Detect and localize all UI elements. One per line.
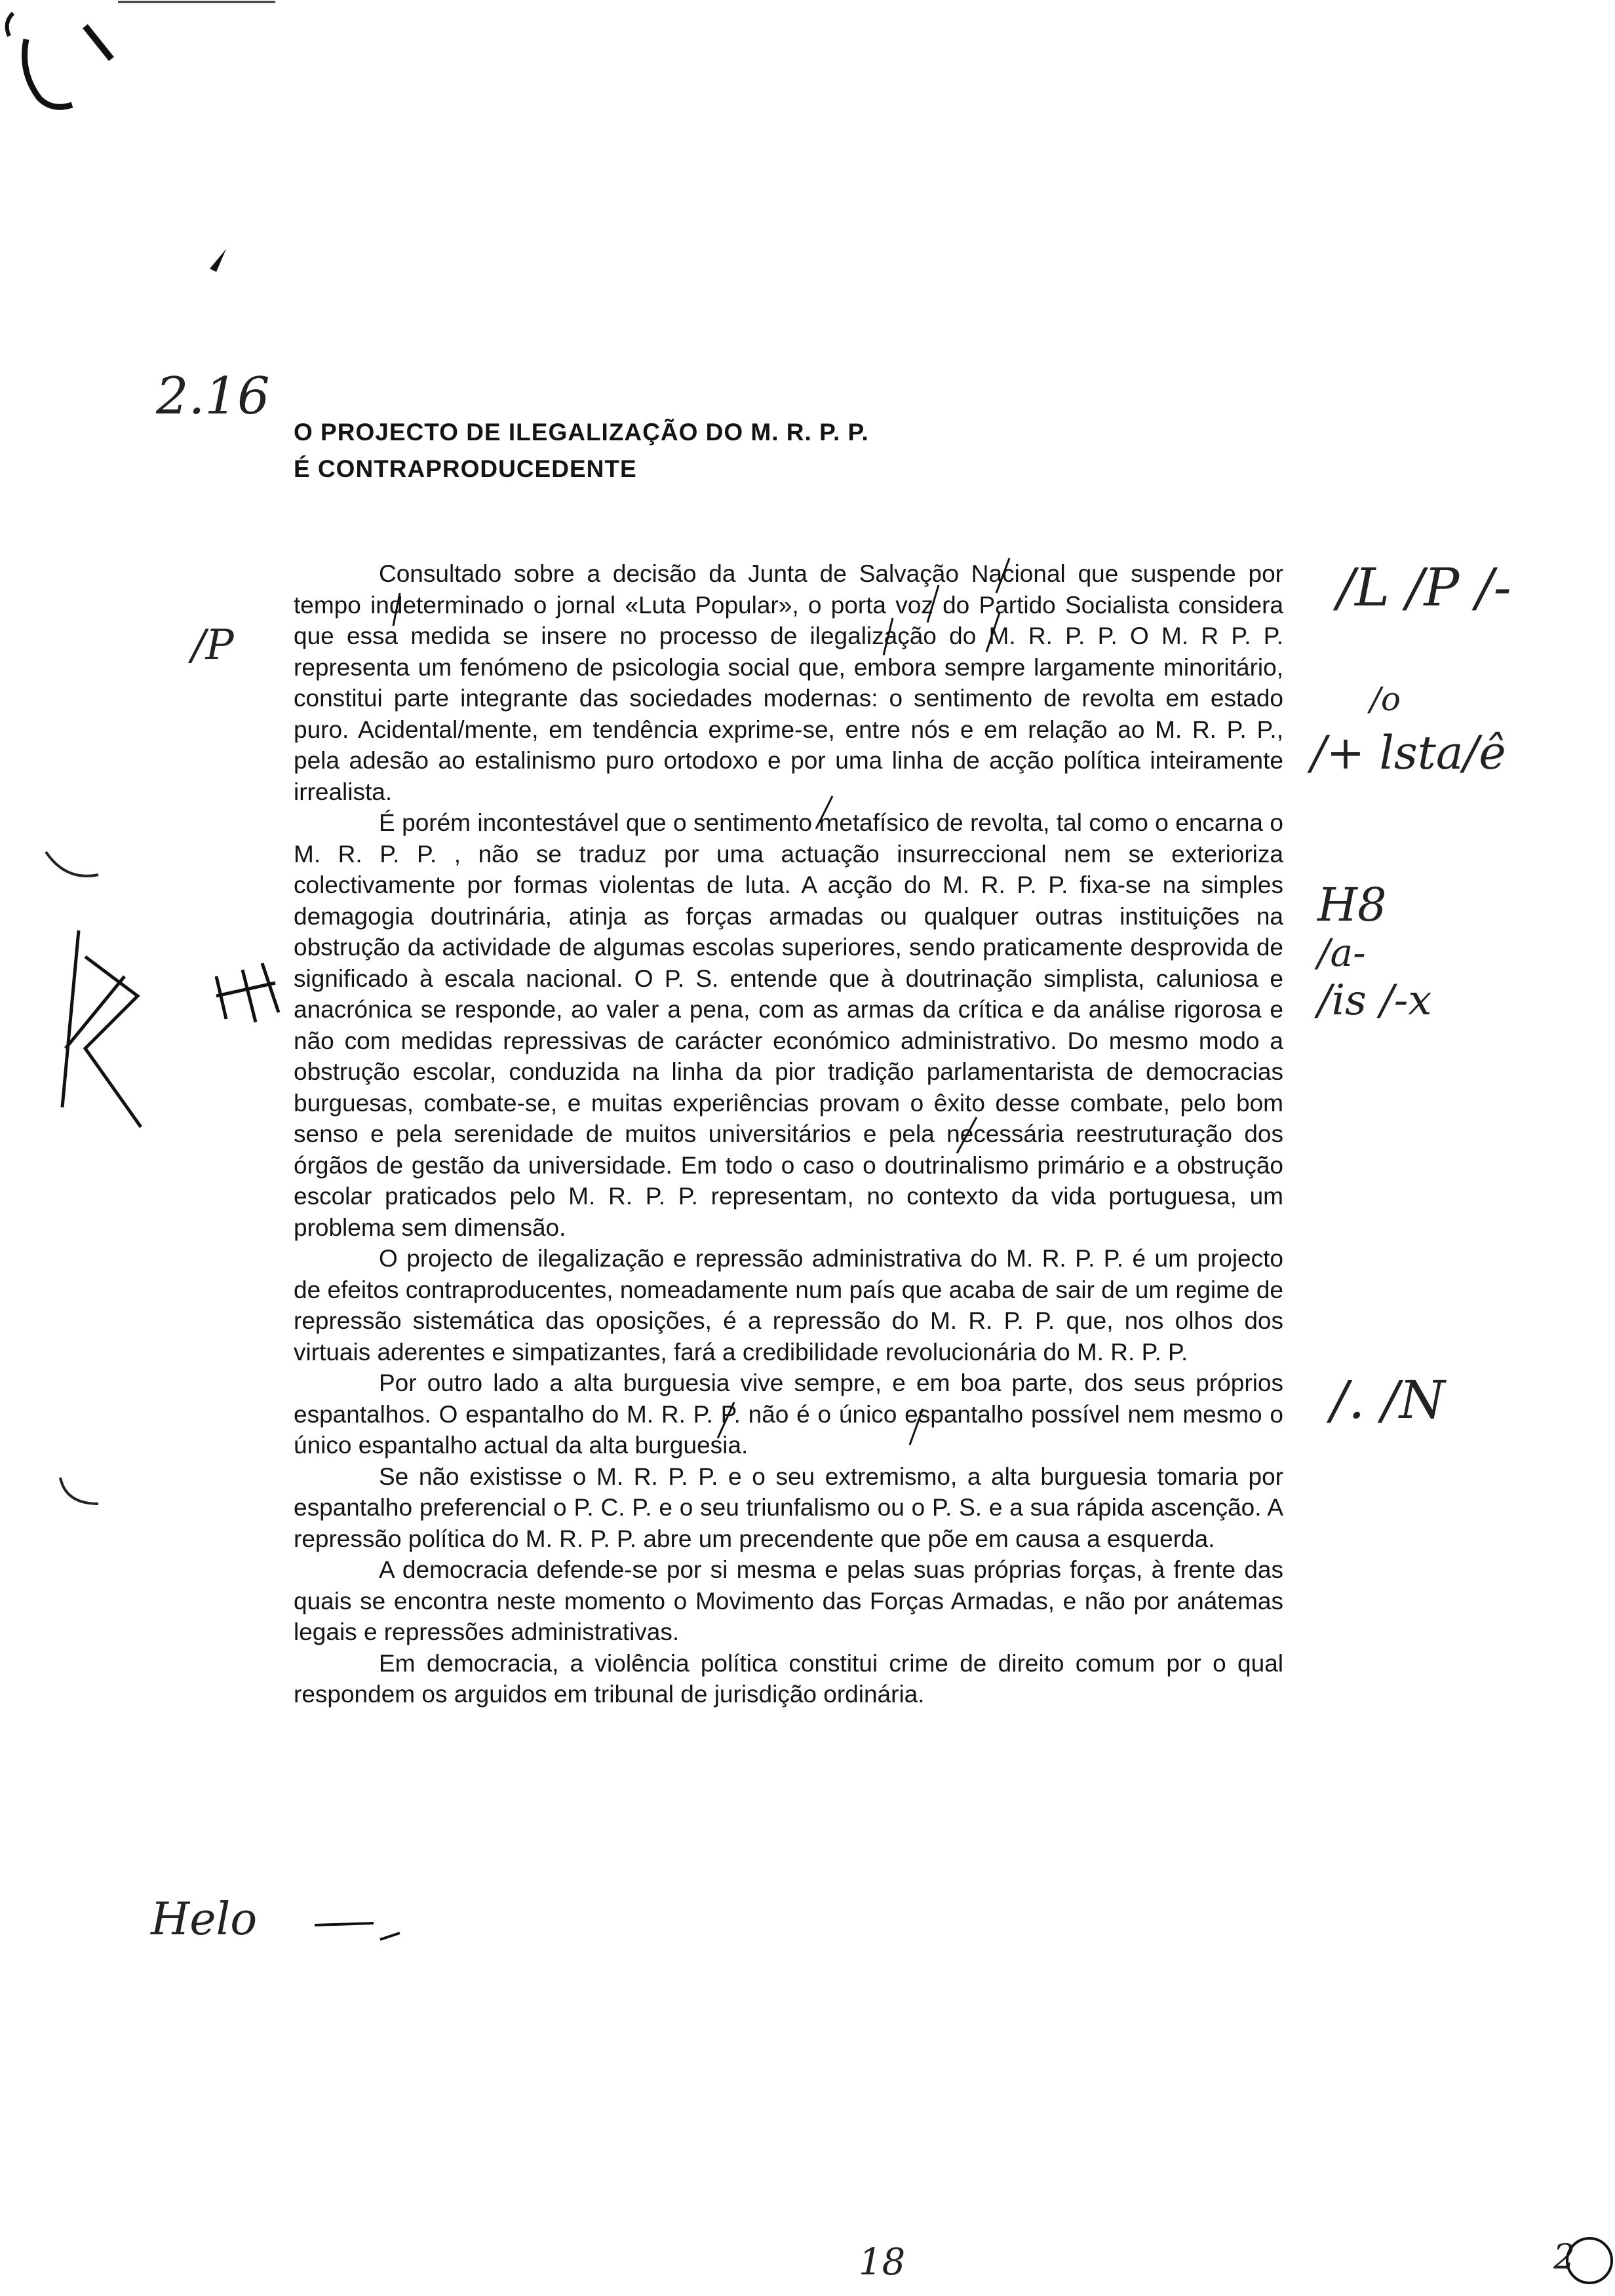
scribble-mark xyxy=(62,930,141,1127)
handwritten-margin-note: /o xyxy=(1370,680,1401,718)
handwritten-margin-note: /+ lsta/ê xyxy=(1311,726,1506,780)
corner-bracket-mark xyxy=(7,13,13,36)
arrow-mark xyxy=(190,249,226,272)
handwritten-margin-note: /P xyxy=(191,621,234,670)
corner-tick-mark xyxy=(85,26,111,59)
page-number: 18 xyxy=(859,2241,906,2284)
paragraph: Se não existisse o M. R. P. P. e o seu extremismo, a alta burguesia tomaria por espantalho preferencial o P. C. P. e o seu triunfalismo ou o P. S. e a sua rápida ascenção. A repressão política do M. R. P. P. abre um precendente que põe em causa a esquerda. xyxy=(294,1463,1283,1552)
paragraph: Consultado sobre a decisão da Junta de Salvação Nacional que suspende por tempo indeterminado o jornal «Luta Popular», o porta voz do Partido Socialista considera que essa medida se insere no processo de ilegalização do M. R. P. P. O M. R P. P. representa um fenómeno de psicologia social que, embora sempre largamente minoritário, constitui parte integrante das sociedades modernas: o sentimento de revolta em estado puro. Acidental/mente, em tendência exprime-se, entre nós e em relação ao M. R. P. P., pela adesão ao estalinismo puro ortodoxo e por uma linha de acção política inteiramente irrealista. xyxy=(294,560,1283,805)
scribble-mark xyxy=(216,963,279,1022)
margin-bracket-mark xyxy=(46,852,98,876)
handwritten-margin-note: H8 xyxy=(1317,878,1387,932)
handwritten-margin-note: /L /P /- xyxy=(1337,557,1511,618)
paragraph: Em democracia, a violência política constitui crime de direito comum por o qual respondem os arguidos em tribunal de jurisdição ordinária. xyxy=(294,1649,1283,1708)
strikethrough-mark xyxy=(315,1923,400,1940)
handwritten-margin-note: /. /N xyxy=(1331,1369,1445,1430)
title-line-1: O PROJECTO DE ILEGALIZAÇÃO DO M. R. P. P. xyxy=(294,419,869,446)
correction-slash-mark xyxy=(393,558,1009,1445)
corner-bracket-mark xyxy=(25,39,73,107)
paragraph: O projecto de ilegalização e repressão administrativa do M. R. P. P. é um projecto de efeitos contraproducentes, nomeadamente num país que acaba de sair de um regime de repressão sistemática das oposições, é a repressão do M. R. P. P. que, nos olhos dos virtuais aderentes e simpatizantes, fará a credibilidade revolucionária do M. R. P. P. xyxy=(294,1245,1283,1366)
handwritten-margin-note: /is /-x xyxy=(1317,976,1432,1025)
circled-page-number: 2 xyxy=(1553,2238,1576,2277)
handwritten-ref-number: 2.16 xyxy=(156,367,270,426)
handwritten-margin-note: Helo xyxy=(151,1894,258,1945)
paragraph: Por outro lado a alta burguesia vive sempre, e em boa parte, dos seus próprios espantalhos. O espantalho do M. R. P. P. não é o único espantalho possível nem mesmo o único espantalho actual da alta burguesia. xyxy=(294,1369,1283,1459)
handwritten-margin-note: /a- xyxy=(1317,930,1366,975)
margin-bracket-mark xyxy=(60,1478,98,1504)
title-line-2: É CONTRAPRODUCEDENTE xyxy=(294,455,637,482)
paragraph: É porém incontestável que o sentimento metafísico de revolta, tal como o encarna o M. R. P. P. , não se traduz por uma actuação insurreccional nem se exterioriza colectivamente por formas violentas de luta. A acção do M. R. P. P. fixa-se na simples demagogia doutrinária, atinja as forças armadas ou qualquer outras instituições na obstrução da actividade de algumas escolas superiores, sendo praticamente desprovida de significado à escala nacional. O P. S. entende que à doutrinação simplista, caluniosa e anacrónica se responde, ao valer a pena, com as armas da crítica e da análise rigorosa e não com medidas repressivas de carácter económico administrativo. Do mesmo modo a obstrução escolar, conduzida na linha da pior tradição parlamentarista de democracias burguesas, combate-se, e muitas experiências provam o êxito desse combate, pelo bom senso e pela serenidade de muitos universitários e pela necessária reestruturação dos órgãos de gestão da universidade. Em todo o caso o doutrinalismo primário e a obstrução escolar praticados pelo M. R. P. P. representam, no contexto da vida portuguesa, um problema sem dimensão. xyxy=(294,809,1283,1241)
paragraph: A democracia defende-se por si mesma e pelas suas próprias forças, à frente das quais se encontra neste momento o Movimento das Forças Armadas, e não por anátemas legais e repressões administrativas. xyxy=(294,1556,1283,1645)
page-circle-mark xyxy=(1567,2238,1612,2283)
